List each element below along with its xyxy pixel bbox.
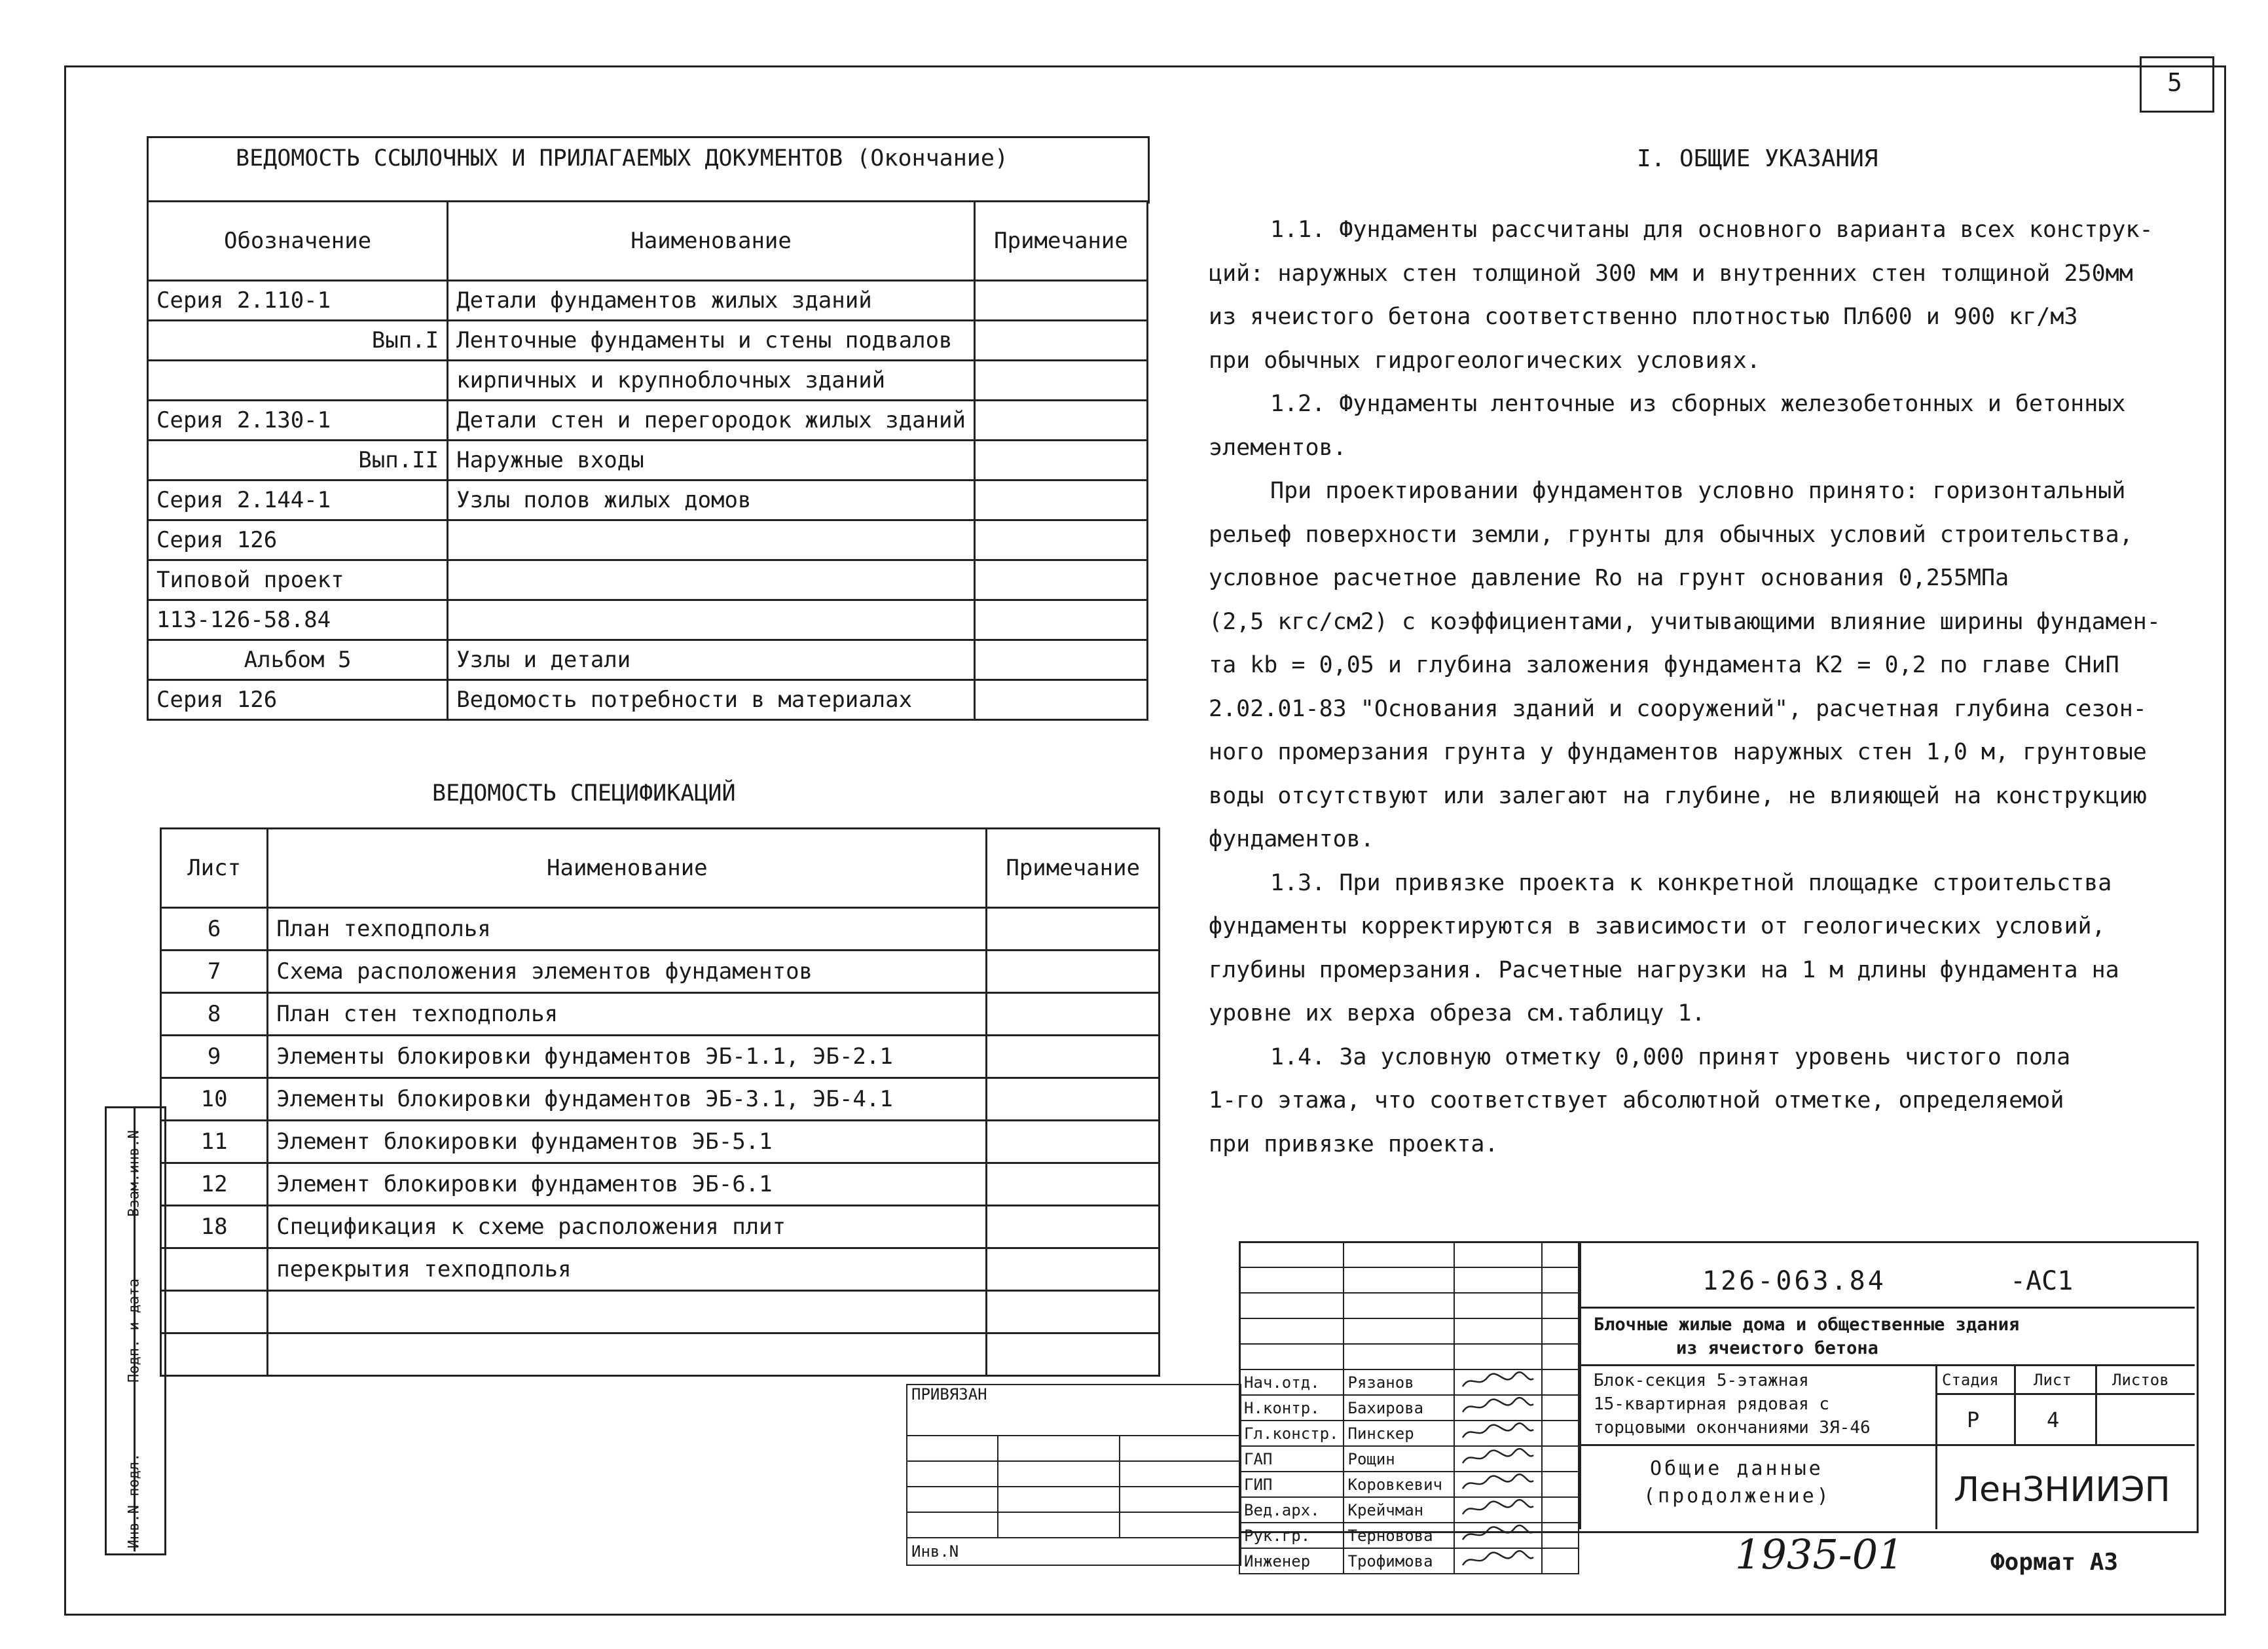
refs-header-code: Обозначение xyxy=(148,202,448,281)
stamp-empty-cell xyxy=(1344,1293,1455,1318)
spec-name: План техподполья xyxy=(268,908,987,951)
general-line: 2.02.01-83 "Основания зданий и сооружений", расчетная глубина сезон- xyxy=(1209,695,2147,722)
spec-name xyxy=(268,1333,987,1376)
general-line: воды отсутствуют или залегают на глубине, не влияющей на конструкцию xyxy=(1209,782,2147,809)
stamp-person-row xyxy=(1239,1497,1579,1523)
stamp-role: ГАП xyxy=(1239,1446,1344,1472)
general-line: при привязке проекта. xyxy=(1209,1131,1499,1157)
refs-name xyxy=(448,600,975,640)
binding-inv: Инв.N xyxy=(907,1538,1241,1565)
stamp-empty-cell xyxy=(1542,1267,1579,1293)
stamp-person-name: Коровкевич xyxy=(1344,1472,1455,1497)
refs-header-name: Наименование xyxy=(448,202,975,281)
refs-note xyxy=(974,281,1147,321)
refs-name: Наружные входы xyxy=(448,441,975,480)
stamp-role: Вед.арх. xyxy=(1239,1497,1344,1523)
refs-code xyxy=(148,361,448,401)
spec-note xyxy=(987,1163,1160,1206)
side-label-vzam-inv: Взам.инв.N xyxy=(126,1130,143,1217)
stamp-signature xyxy=(1454,1523,1542,1548)
refs-code: Серия 126 xyxy=(148,520,448,560)
stamp-person-row xyxy=(1239,1421,1579,1446)
spec-name: План стен техподполья xyxy=(268,993,987,1036)
stamp-person-row xyxy=(1239,1446,1579,1472)
format-label: Формат А3 xyxy=(1990,1549,2119,1576)
refs-row xyxy=(148,281,1148,321)
refs-name xyxy=(448,520,975,560)
general-line: 1.4. За условную отметку 0,000 принят уровень чистого пола xyxy=(1270,1043,2071,1070)
stamp-sheet-label: Лист xyxy=(2034,1371,2072,1389)
stamp-empty-cell xyxy=(1454,1242,1542,1267)
spec-sheet: 11 xyxy=(161,1121,268,1163)
stamp-empty-cell xyxy=(1454,1267,1542,1293)
spec-name: Элемент блокировки фундаментов ЭБ-6.1 xyxy=(268,1163,987,1206)
stamp-empty-cell xyxy=(1239,1344,1344,1369)
refs-row xyxy=(148,680,1148,720)
stamp-org: ЛенЗНИИЭП xyxy=(1954,1470,2170,1510)
stamp-date xyxy=(1542,1421,1579,1446)
stamp-signature xyxy=(1454,1395,1542,1421)
general-line: рельеф поверхности земли, грунты для обычных условий строительства, xyxy=(1209,521,2133,548)
stamp-empty-cell xyxy=(1239,1242,1344,1267)
general-line: 1.2. Фундаменты ленточные из сборных железобетонных и бетонных xyxy=(1270,391,2126,417)
general-line: из ячеистого бетона соответственно плотностью Пл600 и 900 кг/м3 xyxy=(1209,304,2078,330)
stamp-date xyxy=(1542,1369,1579,1395)
general-line: элементов. xyxy=(1209,434,1347,461)
stamp-empty-row xyxy=(1239,1242,1579,1267)
spec-note xyxy=(987,1248,1160,1291)
spec-sheet: 10 xyxy=(161,1078,268,1121)
stamp-empty-row xyxy=(1239,1293,1579,1318)
general-line: При проектировании фундаментов условно принято: горизонтальный xyxy=(1270,478,2126,504)
stamp-empty-cell xyxy=(1239,1318,1344,1344)
stamp-empty-cell xyxy=(1542,1242,1579,1267)
stamp-project-title-2: из ячеистого бетона xyxy=(1676,1338,1878,1358)
stamp-section-1: Блок-секция 5-этажная xyxy=(1594,1371,1809,1390)
general-title: I. ОБЩИЕ УКАЗАНИЯ xyxy=(1637,145,1878,172)
stamp-empty-cell xyxy=(1542,1318,1579,1344)
stamp-empty-cell xyxy=(1344,1344,1455,1369)
spec-row xyxy=(161,993,1160,1036)
stamp-empty-cell xyxy=(1344,1267,1455,1293)
stamp-empty-cell xyxy=(1454,1293,1542,1318)
spec-header-note: Примечание xyxy=(987,829,1160,908)
spec-sheet xyxy=(161,1248,268,1291)
stamp-empty-row xyxy=(1239,1267,1579,1293)
spec-note xyxy=(987,1036,1160,1078)
spec-note xyxy=(987,908,1160,951)
stamp-section-3: торцовыми окончаниями 3Я-46 xyxy=(1594,1418,1871,1438)
stamp-col-divider xyxy=(1935,1364,1937,1529)
general-line: 1-го этажа, что соответствует абсолютной отметке, определяемой xyxy=(1209,1087,2064,1114)
general-line: ций: наружных стен толщиной 300 мм и внутренних стен толщиной 250мм xyxy=(1209,260,2133,287)
binding-table xyxy=(906,1384,1241,1566)
spec-name: Элементы блокировки фундаментов ЭБ-3.1, ЭБ-4.1 xyxy=(268,1078,987,1121)
refs-name: Ленточные фундаменты и стены подвалов xyxy=(448,321,975,361)
refs-note xyxy=(974,321,1147,361)
general-line: ного промерзания грунта у фундаментов наружных стен 1,0 м, грунтовые xyxy=(1209,739,2147,765)
refs-row xyxy=(148,401,1148,441)
side-label-podp-data: Подп. и дата xyxy=(126,1278,143,1383)
refs-table xyxy=(147,200,1148,721)
refs-name: Узлы и детали xyxy=(448,640,975,680)
stamp-code-vdivider xyxy=(1579,1241,1581,1529)
stamp-sheet-title-2: (продолжение) xyxy=(1643,1485,1831,1508)
spec-name: Элементы блокировки фундаментов ЭБ-1.1, ЭБ-2.1 xyxy=(268,1036,987,1078)
spec-row xyxy=(161,1163,1160,1206)
stamp-sheets-label: Листов xyxy=(2112,1371,2169,1389)
stamp-role: Гл.констр. xyxy=(1239,1421,1344,1446)
stamp-person-name: Бахирова xyxy=(1344,1395,1455,1421)
refs-note xyxy=(974,441,1147,480)
spec-name: Элемент блокировки фундаментов ЭБ-5.1 xyxy=(268,1121,987,1163)
spec-note xyxy=(987,951,1160,993)
general-line: 1.1. Фундаменты рассчитаны для основного варианта всех конструк- xyxy=(1270,217,2153,243)
stamp-project-divider xyxy=(1579,1364,2195,1366)
stamp-empty-cell xyxy=(1239,1267,1344,1293)
refs-code: 113-126-58.84 xyxy=(148,600,448,640)
stamp-role: Нач.отд. xyxy=(1239,1369,1344,1395)
spec-sheet: 9 xyxy=(161,1036,268,1078)
spec-row xyxy=(161,1206,1160,1248)
stamp-person-name: Крейчман xyxy=(1344,1497,1455,1523)
stamp-signature xyxy=(1454,1369,1542,1395)
general-line: при обычных гидрогеологических условиях. xyxy=(1209,347,1761,374)
stamp-person-row xyxy=(1239,1369,1579,1395)
general-line: фундаментов. xyxy=(1209,826,1374,852)
spec-note xyxy=(987,1078,1160,1121)
general-line: условное расчетное давление Rо на грунт основания 0,255МПа xyxy=(1209,565,2009,591)
stamp-person-name: Рощин xyxy=(1344,1446,1455,1472)
stamp-stage-row-divider xyxy=(1935,1393,2195,1395)
stamp-person-row xyxy=(1239,1548,1579,1574)
spec-sheet: 6 xyxy=(161,908,268,951)
stamp-empty-row xyxy=(1239,1318,1579,1344)
spec-note xyxy=(987,1121,1160,1163)
spec-row xyxy=(161,951,1160,993)
refs-name: Детали стен и перегородок жилых зданий xyxy=(448,401,975,441)
general-line: та kb = 0,05 и глубина заложения фундамента K2 = 0,2 по главе СНиП xyxy=(1209,652,2119,678)
spec-header-sheet: Лист xyxy=(161,829,268,908)
spec-note xyxy=(987,1206,1160,1248)
stamp-empty-cell xyxy=(1239,1293,1344,1318)
stamp-empty-cell xyxy=(1542,1293,1579,1318)
refs-code: Серия 126 xyxy=(148,680,448,720)
refs-note xyxy=(974,401,1147,441)
refs-name xyxy=(448,560,975,600)
spec-row xyxy=(161,1036,1160,1078)
spec-row xyxy=(161,1333,1160,1376)
refs-title-box xyxy=(147,136,1150,204)
stamp-role: Инженер xyxy=(1239,1548,1344,1574)
stamp-person-name: Трофимова xyxy=(1344,1548,1455,1574)
refs-row xyxy=(148,480,1148,520)
side-label-inv-podl: Инв.N подл. xyxy=(126,1453,143,1549)
refs-code: Вып.II xyxy=(148,441,448,480)
stamp-sheet-title-1: Общие данные xyxy=(1650,1457,1823,1480)
spec-name: Спецификация к схеме расположения плит xyxy=(268,1206,987,1248)
refs-note xyxy=(974,560,1147,600)
spec-row xyxy=(161,1078,1160,1121)
spec-name: перекрытия техподполья xyxy=(268,1248,987,1291)
spec-row xyxy=(161,908,1160,951)
stamp-sheet-value: 4 xyxy=(2047,1407,2060,1432)
stamp-signature xyxy=(1454,1472,1542,1497)
binding-label: ПРИВЯЗАН xyxy=(907,1385,1241,1436)
general-line: уровне их верха обреза см.таблицу 1. xyxy=(1209,1000,1706,1026)
stamp-date xyxy=(1542,1472,1579,1497)
stamp-stage-col-2 xyxy=(2095,1364,2097,1445)
stamp-stage-value: Р xyxy=(1967,1407,1980,1432)
stamp-person-row xyxy=(1239,1395,1579,1421)
handwritten-number: 1935-01 xyxy=(1735,1531,1904,1578)
spec-note xyxy=(987,993,1160,1036)
stamp-doc-suffix: -АС1 xyxy=(2010,1266,2074,1296)
spec-sheet: 18 xyxy=(161,1206,268,1248)
refs-name: Детали фундаментов жилых зданий xyxy=(448,281,975,321)
spec-sheet: 7 xyxy=(161,951,268,993)
stamp-signature xyxy=(1454,1421,1542,1446)
spec-name xyxy=(268,1291,987,1333)
refs-note xyxy=(974,640,1147,680)
refs-row xyxy=(148,560,1148,600)
refs-row xyxy=(148,321,1148,361)
spec-header-name: Наименование xyxy=(268,829,987,908)
stamp-doc-code: 126-063.84 xyxy=(1702,1266,1886,1296)
refs-name: кирпичных и крупноблочных зданий xyxy=(448,361,975,401)
stamp-date xyxy=(1542,1497,1579,1523)
refs-row xyxy=(148,520,1148,560)
stamp-section-divider xyxy=(1579,1444,2195,1446)
spec-sheet xyxy=(161,1291,268,1333)
stamp-date xyxy=(1542,1548,1579,1574)
spec-note xyxy=(987,1291,1160,1333)
refs-code: Серия 2.110-1 xyxy=(148,281,448,321)
spec-sheet xyxy=(161,1333,268,1376)
stamp-date xyxy=(1542,1446,1579,1472)
refs-title: ВЕДОМОСТЬ ССЫЛОЧНЫХ И ПРИЛАГАЕМЫХ ДОКУМЕНТОВ (Окончание) xyxy=(236,145,1009,172)
refs-row xyxy=(148,361,1148,401)
refs-code: Альбом 5 xyxy=(148,640,448,680)
stamp-stage-col-1 xyxy=(2014,1364,2016,1445)
stamp-code-divider xyxy=(1579,1307,2195,1309)
spec-row xyxy=(161,1248,1160,1291)
spec-title: ВЕДОМОСТЬ СПЕЦИФИКАЦИЙ xyxy=(432,780,736,806)
stamp-empty-cell xyxy=(1454,1344,1542,1369)
refs-note xyxy=(974,680,1147,720)
general-line: (2,5 кгс/см2) с коэффициентами, учитывающими влияние ширины фундамен- xyxy=(1209,608,2161,635)
spec-sheet: 8 xyxy=(161,993,268,1036)
refs-note xyxy=(974,480,1147,520)
spec-sheet: 12 xyxy=(161,1163,268,1206)
stamp-empty-cell xyxy=(1344,1242,1455,1267)
refs-code: Типовой проект xyxy=(148,560,448,600)
refs-code: Серия 2.130-1 xyxy=(148,401,448,441)
spec-row xyxy=(161,1291,1160,1333)
stamp-role: Н.контр. xyxy=(1239,1395,1344,1421)
stamp-person-name: Терновова xyxy=(1344,1523,1455,1548)
stamp-empty-row xyxy=(1239,1344,1579,1369)
stamp-person-name: Рязанов xyxy=(1344,1369,1455,1395)
general-line: 1.3. При привязке проекта к конкретной площадке строительства xyxy=(1270,869,2112,896)
stamp-section-2: 15-квартирная рядовая с xyxy=(1594,1394,1830,1414)
refs-code: Серия 2.144-1 xyxy=(148,480,448,520)
spec-name: Схема расположения элементов фундаментов xyxy=(268,951,987,993)
general-line: фундаменты корректируются в зависимости от геологических условий, xyxy=(1209,913,2106,939)
stamp-role: Рук.гр. xyxy=(1239,1523,1344,1548)
refs-row xyxy=(148,600,1148,640)
stamp-empty-cell xyxy=(1344,1318,1455,1344)
stamp-empty-cell xyxy=(1542,1344,1579,1369)
refs-name: Узлы полов жилых домов xyxy=(448,480,975,520)
refs-name: Ведомость потребности в материалах xyxy=(448,680,975,720)
spec-row xyxy=(161,1121,1160,1163)
stamp-signature xyxy=(1454,1548,1542,1574)
refs-note xyxy=(974,361,1147,401)
stamp-project-title-1: Блочные жилые дома и общественные здания xyxy=(1594,1314,2020,1335)
refs-note xyxy=(974,600,1147,640)
refs-header-note: Примечание xyxy=(974,202,1147,281)
refs-note xyxy=(974,520,1147,560)
spec-note xyxy=(987,1333,1160,1376)
spec-table xyxy=(160,827,1160,1377)
stamp-date xyxy=(1542,1395,1579,1421)
general-line: глубины промерзания. Расчетные нагрузки на 1 м длины фундамента на xyxy=(1209,956,2119,983)
refs-row xyxy=(148,640,1148,680)
refs-row xyxy=(148,441,1148,480)
stamp-people-table xyxy=(1239,1241,1579,1574)
refs-code: Вып.I xyxy=(148,321,448,361)
page-number: 5 xyxy=(2167,68,2182,97)
stamp-signature xyxy=(1454,1497,1542,1523)
stamp-date xyxy=(1542,1523,1579,1548)
stamp-person-name: Пинскер xyxy=(1344,1421,1455,1446)
stamp-person-row xyxy=(1239,1523,1579,1548)
stamp-empty-cell xyxy=(1454,1318,1542,1344)
stamp-signature xyxy=(1454,1446,1542,1472)
stamp-person-row xyxy=(1239,1472,1579,1497)
stamp-role: ГИП xyxy=(1239,1472,1344,1497)
stamp-stage-label: Стадия xyxy=(1942,1371,1999,1389)
